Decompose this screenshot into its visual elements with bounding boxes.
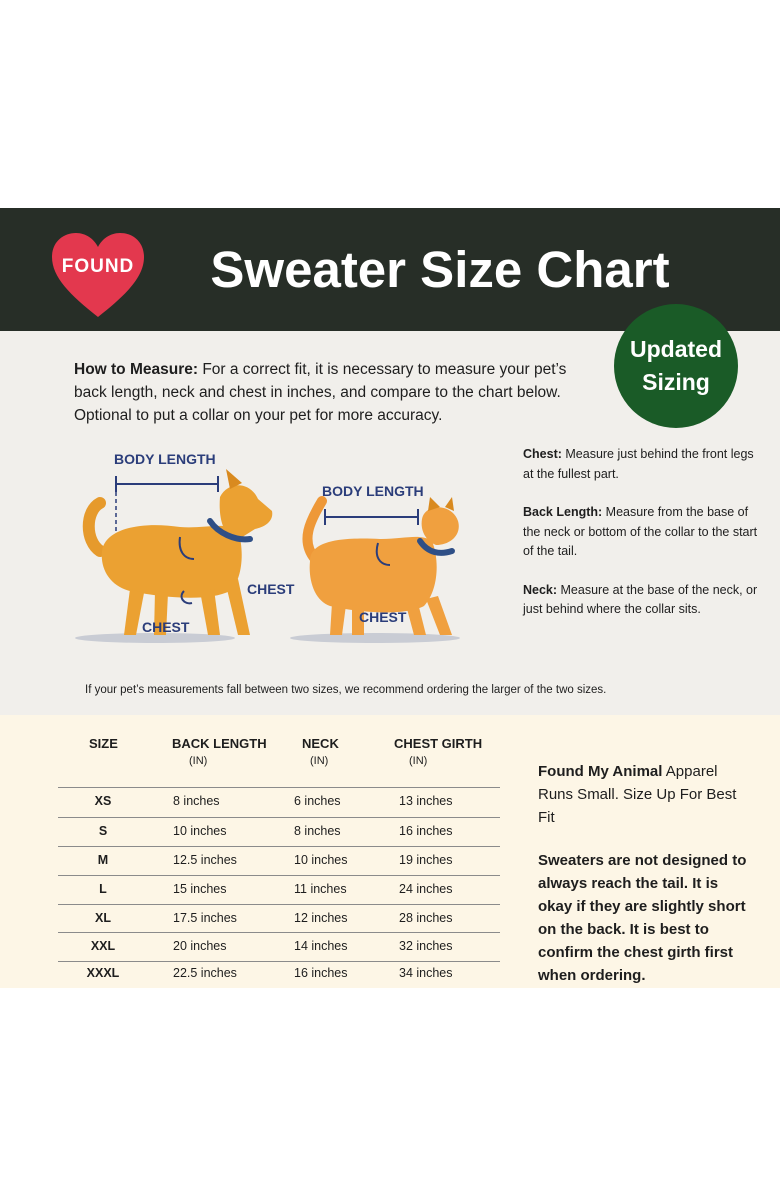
cell-chest-girth: 32 inches bbox=[399, 939, 453, 953]
cell-neck: 10 inches bbox=[294, 853, 348, 867]
cell-neck: 14 inches bbox=[294, 939, 348, 953]
dog-chest-label: CHEST bbox=[247, 581, 295, 597]
logo-text: FOUND bbox=[61, 256, 135, 277]
cell-back-length: 22.5 inches bbox=[173, 966, 237, 980]
cell-chest-girth: 16 inches bbox=[399, 824, 453, 838]
unit-neck: (IN) bbox=[310, 755, 329, 767]
header-size: SIZE bbox=[89, 736, 118, 751]
fit-note bbox=[538, 760, 753, 829]
brand-name: Found My Animal bbox=[538, 763, 663, 780]
cell-back-length: 17.5 inches bbox=[173, 911, 237, 925]
size-table-section bbox=[0, 715, 780, 988]
cell-back-length: 8 inches bbox=[173, 794, 220, 808]
footnote: If your pet’s measurements fall between two sizes, we recommend ordering the larger of the two sizes. bbox=[85, 684, 607, 696]
table-row bbox=[58, 932, 500, 962]
how-to-measure bbox=[74, 358, 574, 427]
header-neck: NECK bbox=[302, 736, 339, 751]
dog-body-length-label: BODY LENGTH bbox=[114, 451, 216, 467]
dog-cat-illustration bbox=[60, 441, 480, 656]
cell-chest-girth: 28 inches bbox=[399, 911, 453, 925]
found-logo bbox=[50, 231, 146, 319]
cell-size: XXXL bbox=[86, 966, 120, 980]
dog-chest-bottom-label: CHEST bbox=[142, 619, 190, 635]
tail-note: Sweaters are not designed to always reach the tail. It is okay if they are slightly short on the back. It is best to confirm the chest girth first when ordering. bbox=[538, 852, 747, 984]
table-row bbox=[58, 904, 500, 934]
cell-size: M bbox=[97, 853, 109, 867]
cell-size: XXL bbox=[90, 939, 116, 953]
cell-chest-girth: 13 inches bbox=[399, 794, 453, 808]
cell-neck: 8 inches bbox=[294, 824, 341, 838]
intro-label: How to Measure: bbox=[74, 361, 199, 378]
table-row bbox=[58, 875, 500, 905]
cell-chest-girth: 34 inches bbox=[399, 966, 453, 980]
cell-size: L bbox=[99, 882, 107, 896]
cell-neck: 6 inches bbox=[294, 794, 341, 808]
unit-back: (IN) bbox=[189, 755, 208, 767]
badge-line2: Sizing bbox=[642, 369, 710, 395]
note-neck-label: Neck: bbox=[523, 582, 558, 597]
header-chest-girth: CHEST GIRTH bbox=[394, 736, 483, 751]
unit-chest: (IN) bbox=[409, 755, 428, 767]
note-back-text: Measure from the base of the neck or bottom of the collar to the start of the tail. bbox=[523, 505, 758, 558]
table-row bbox=[58, 817, 500, 847]
cell-chest-girth: 24 inches bbox=[399, 882, 453, 896]
intro-text: For a correct fit, it is necessary to measure your pet’s back length, neck and chest in inches, and compare to the chart below. Optional to put a collar on your pet for more accuracy. bbox=[74, 361, 567, 424]
note-neck-text: Measure at the base of the neck, or just behind where the collar sits. bbox=[523, 582, 758, 616]
cell-size: XL bbox=[95, 911, 111, 925]
cell-neck: 12 inches bbox=[294, 911, 348, 925]
cell-back-length: 20 inches bbox=[173, 939, 227, 953]
measure-section bbox=[0, 331, 780, 715]
note-chest-label: Chest: bbox=[523, 447, 562, 461]
cell-chest-girth: 19 inches bbox=[399, 853, 453, 867]
note-neck bbox=[523, 581, 763, 620]
cell-size: S bbox=[98, 824, 108, 838]
cell-neck: 11 inches bbox=[294, 882, 347, 896]
table-row bbox=[58, 787, 500, 817]
cell-neck: 16 inches bbox=[294, 966, 348, 980]
cat-body-length-label: BODY LENGTH bbox=[322, 483, 424, 499]
badge-line1: Updated bbox=[630, 336, 722, 362]
cat-chest-label: CHEST bbox=[359, 609, 407, 625]
table-row bbox=[58, 846, 500, 876]
pet-illustration bbox=[60, 441, 480, 656]
cell-back-length: 12.5 inches bbox=[173, 853, 237, 867]
header-back-length: BACK LENGTH bbox=[172, 736, 267, 751]
cell-size: XS bbox=[94, 794, 112, 808]
note-back-length bbox=[523, 503, 763, 562]
updated-sizing-badge bbox=[614, 304, 738, 428]
page-title: Sweater Size Chart bbox=[210, 241, 670, 298]
table-row bbox=[58, 961, 500, 991]
note-chest-text: Measure just behind the front legs at the fullest part. bbox=[523, 447, 754, 481]
cell-back-length: 10 inches bbox=[173, 824, 227, 838]
note-chest bbox=[523, 445, 763, 484]
cell-back-length: 15 inches bbox=[173, 882, 227, 896]
fit-note-text: Apparel Runs Small. Size Up For Best Fit bbox=[538, 763, 737, 826]
measurement-notes bbox=[523, 445, 763, 639]
note-back-label: Back Length: bbox=[523, 505, 603, 519]
